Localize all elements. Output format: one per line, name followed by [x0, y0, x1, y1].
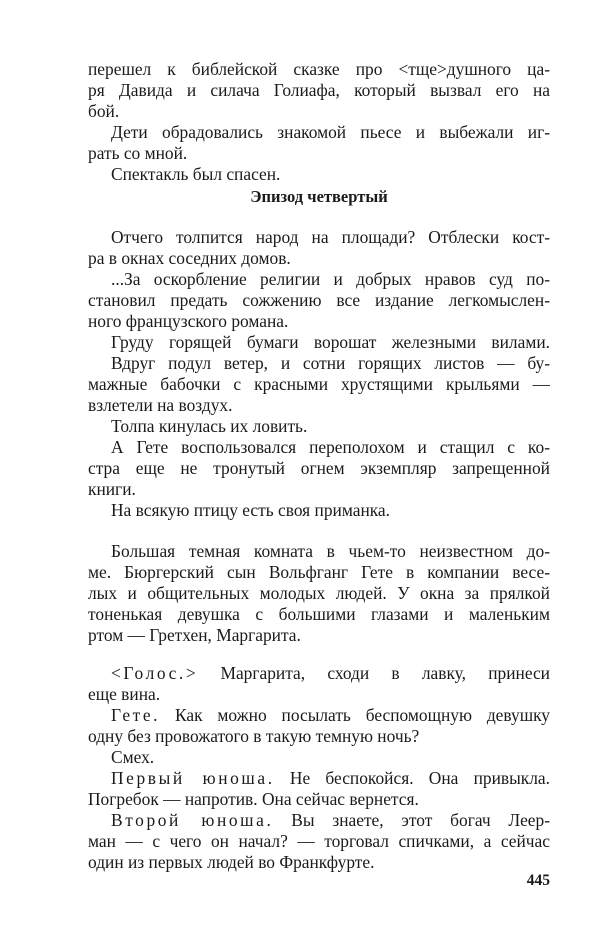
text-line: становил предать сожжению все издание легкомыслен-: [88, 290, 550, 310]
dialogue-text: Вы знаете, этот богач Леер-: [273, 810, 550, 830]
text-line: ртом — Гретхен, Маргарита.: [88, 625, 301, 645]
dialogue-line: одну без провожатого в такую темную ночь?: [88, 726, 420, 746]
dialogue-line: Погребок — напротив. Она сейчас вернется.: [88, 789, 419, 809]
text-line: ...За оскорбление религии и добрых нравов суд по-: [111, 269, 550, 289]
text-line: Вдруг подул ветер, и сотни горящих листов — бу-: [111, 353, 550, 373]
text-line: Дети обрадовались знакомой пьесе и выбежали иг-: [111, 122, 550, 142]
text-line: лых и общительных молодых людей. У окна за прялкой: [88, 583, 550, 603]
dialogue-line: ман — с чего он начал? — торговал спичками, а сейчас: [88, 831, 550, 851]
text-line: ря Давида и силача Голиафа, который вызвал его на: [88, 80, 550, 100]
text-line: взлетели на воздух.: [88, 395, 233, 415]
dialogue-line: еще вина.: [88, 684, 161, 704]
text-line: книги.: [88, 479, 136, 499]
text-line: Толпа кинулась их ловить.: [111, 416, 308, 436]
dialogue-line: [111, 705, 550, 725]
text-line: ра в окнах соседних домов.: [88, 248, 291, 268]
dialogue-text: Не беспокойся. Она привыкла.: [274, 768, 550, 788]
speaker-name: <Голос.>: [111, 663, 199, 683]
text-line: стра еще не тронутый огнем экземпляр запрещенной: [88, 458, 550, 478]
speaker-name: Второй юноша.: [111, 810, 274, 830]
section-heading: Эпизод четвертый: [250, 187, 388, 206]
speaker-name: Гете.: [111, 705, 161, 725]
dialogue-line: один из первых людей во Франкфурте.: [88, 852, 375, 872]
speaker-name: Первый юноша.: [111, 768, 275, 788]
dialogue-line: [111, 810, 550, 830]
text-line: рать со мной.: [88, 143, 188, 163]
text-line: перешел к библейской сказке про <тще>душного ца-: [88, 59, 550, 79]
text-line: мажные бабочки с красными хрустящими крыльями —: [88, 374, 550, 394]
text-line: ме. Бюргерский сын Вольфганг Гете в компании весе-: [88, 562, 550, 582]
text-line: А Гете воспользовался переполохом и стащил с ко-: [111, 437, 550, 457]
text-line: Большая темная комната в чьем-то неизвестном до-: [111, 541, 550, 561]
text-line: бой.: [88, 101, 120, 121]
text-line: Груду горящей бумаги ворошат железными вилами.: [111, 332, 550, 352]
text-line: тоненькая девушка с большими глазами и маленьким: [88, 604, 550, 624]
dialogue-line: [111, 768, 550, 788]
dialogue-line: [111, 663, 550, 683]
text-line: Отчего толпится народ на площади? Отблески кост-: [111, 227, 550, 247]
dialogue-text: Маргарита, сходи в лавку, принеси: [198, 663, 550, 683]
text-line: На всякую птицу есть своя приманка.: [111, 500, 390, 520]
dialogue-line: Смех.: [111, 747, 155, 767]
text-line: ного французского романа.: [88, 311, 289, 331]
page-number: 445: [526, 872, 550, 889]
text-line: Спектакль был спасен.: [111, 164, 281, 184]
dialogue-text: Как можно посылать беспомощную девушку: [160, 705, 550, 725]
